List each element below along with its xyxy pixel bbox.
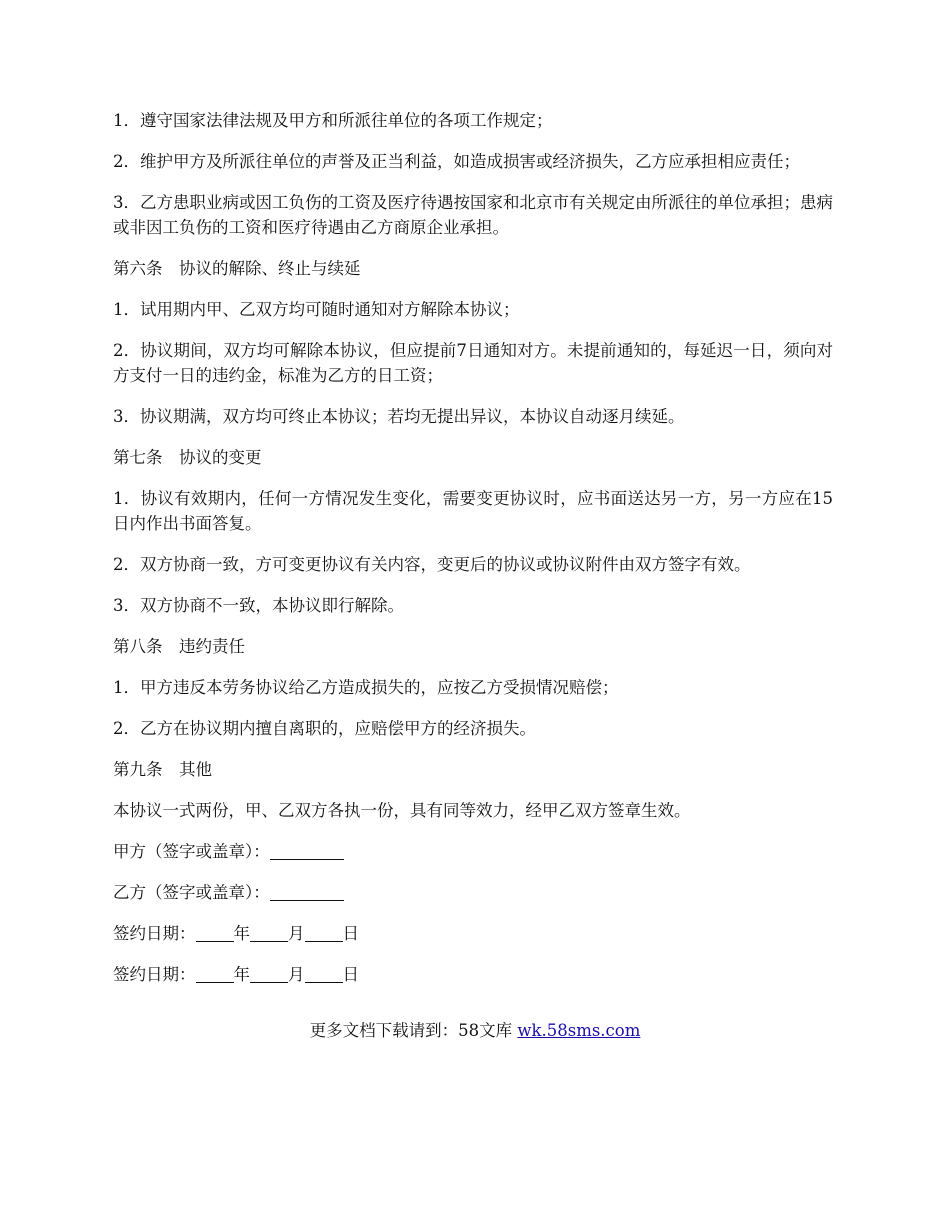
year-label: 年 (233, 924, 250, 943)
footer-text: 更多文档下载请到：58文库 (309, 1021, 518, 1040)
month-blank (250, 923, 288, 942)
clause-item: 1．协议有效期内，任何一方情况发生变化，需要变更协议时，应书面送达另一方，另一方应在15日内作出书面答复。 (113, 489, 833, 533)
party-a-signature-blank (270, 841, 344, 860)
clause-item: 1．甲方违反本劳务协议给乙方造成损失的，应按乙方受损情况赔偿； (113, 678, 619, 697)
clause-item: 2．双方协商一致，方可变更协议有关内容，变更后的协议或协议附件由双方签字有效。 (113, 555, 751, 574)
signing-date-1 (113, 921, 833, 946)
footer-link[interactable]: wk.58sms.com (517, 1021, 641, 1040)
document-body (113, 108, 833, 1003)
signing-date-2 (113, 962, 833, 987)
article-heading: 第八条 违约责任 (113, 637, 245, 656)
party-a-label: 甲方（签字或盖章）： (113, 842, 270, 861)
signature-party-a (113, 839, 833, 864)
download-footer (0, 1018, 950, 1043)
clause-item: 3．协议期满，双方均可终止本协议；若均无提出异议，本协议自动逐月续延。 (113, 407, 685, 426)
clause-item: 1．遵守国家法律法规及甲方和所派往单位的各项工作规定； (113, 111, 553, 130)
clause-item: 本协议一式两份，甲、乙双方各执一份，具有同等效力，经甲乙双方签章生效。 (113, 801, 691, 820)
day-blank (305, 964, 343, 983)
year-blank (196, 964, 234, 983)
party-b-signature-blank (270, 882, 344, 901)
month-label: 月 (288, 924, 305, 943)
article-heading: 第六条 协议的解除、终止与续延 (113, 259, 361, 278)
year-label: 年 (233, 965, 250, 984)
year-blank (196, 923, 234, 942)
article-heading: 第七条 协议的变更 (113, 448, 262, 467)
day-blank (305, 923, 343, 942)
clause-item: 2．维护甲方及所派往单位的声誉及正当利益，如造成损害或经济损失，乙方应承担相应责任； (113, 152, 800, 171)
party-b-label: 乙方（签字或盖章）： (113, 883, 270, 902)
clause-item: 3．乙方患职业病或因工负伤的工资及医疗待遇按国家和北京市有关规定由所派往的单位承担；患病或非因工负伤的工资和医疗待遇由乙方商原企业承担。 (113, 193, 833, 237)
date-label: 签约日期： (113, 924, 196, 943)
day-label: 日 (342, 965, 359, 984)
article-heading: 第九条 其他 (113, 760, 212, 779)
clause-item: 2．乙方在协议期内擅自离职的，应赔偿甲方的经济损失。 (113, 719, 536, 738)
date-label: 签约日期： (113, 965, 196, 984)
clause-item: 3．双方协商不一致，本协议即行解除。 (113, 596, 404, 615)
month-blank (250, 964, 288, 983)
clause-item: 1．试用期内甲、乙双方均可随时通知对方解除本协议； (113, 300, 520, 319)
month-label: 月 (288, 965, 305, 984)
signature-party-b (113, 880, 833, 905)
day-label: 日 (342, 924, 359, 943)
clause-item: 2．协议期间，双方均可解除本协议，但应提前7日通知对方。未提前通知的，每延迟一日，须向对方支付一日的违约金，标准为乙方的日工资； (113, 341, 833, 385)
